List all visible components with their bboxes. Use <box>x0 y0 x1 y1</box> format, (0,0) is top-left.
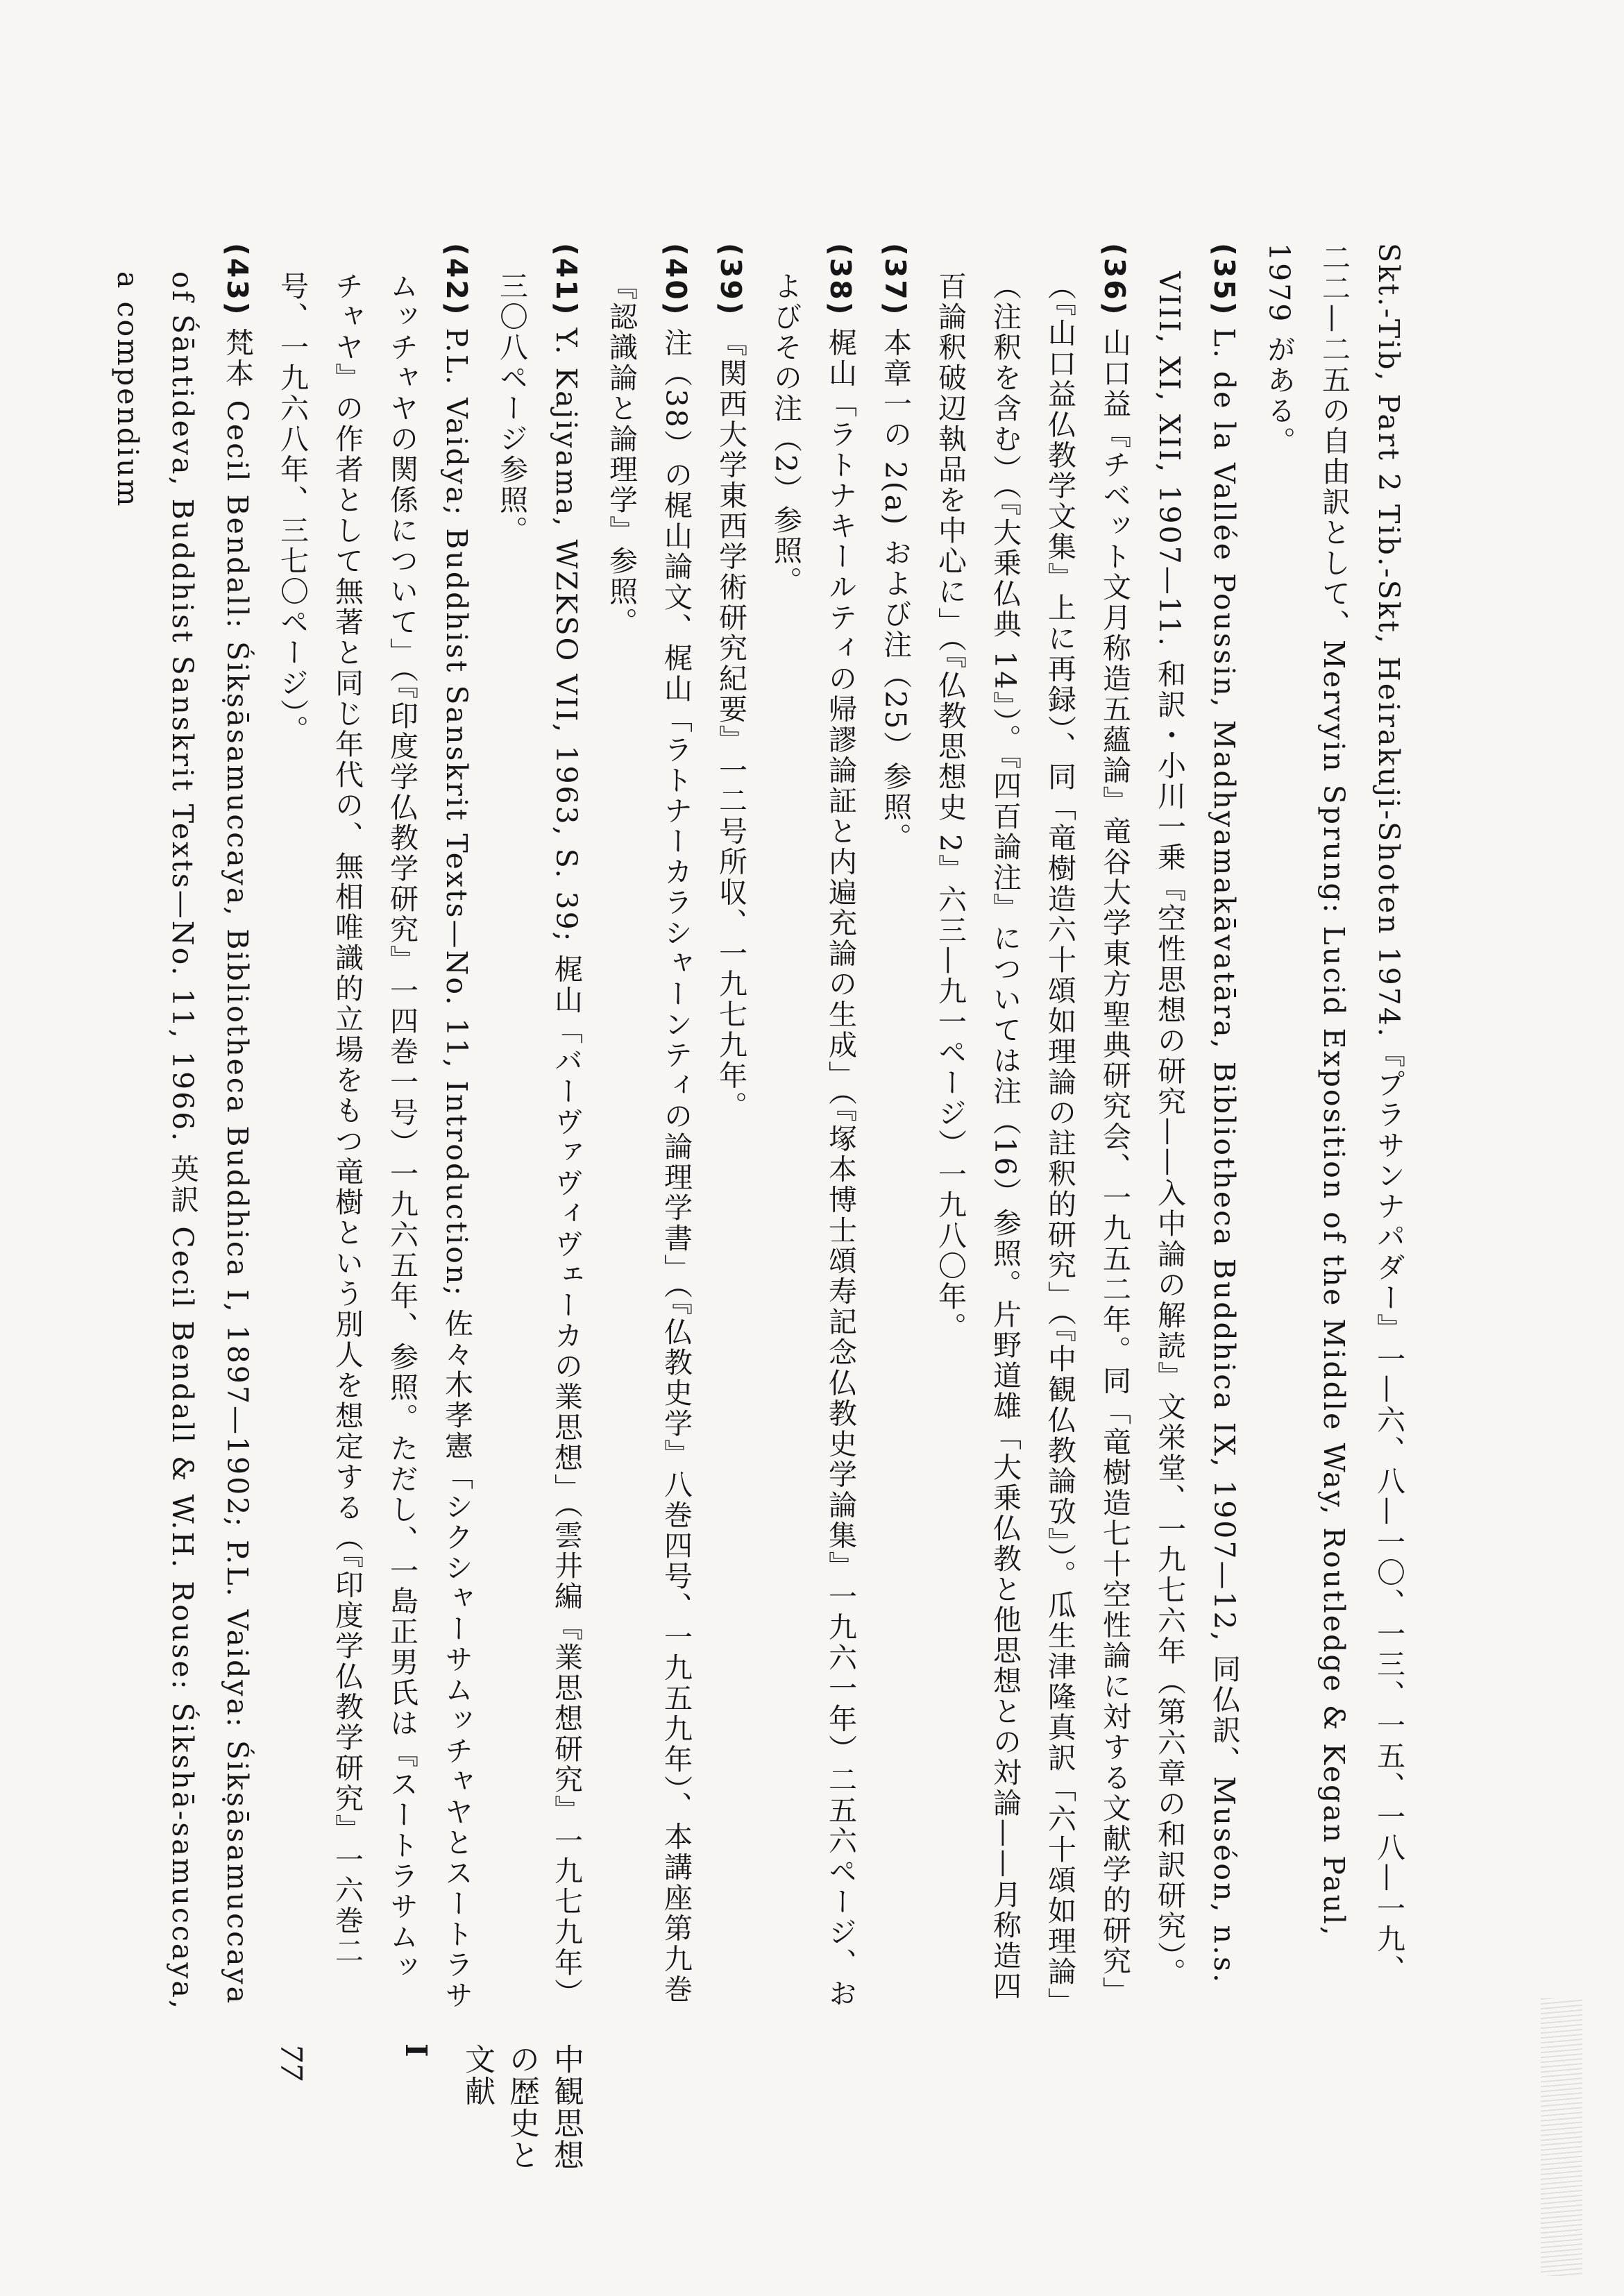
note-number: (40) <box>659 243 693 317</box>
note-text: 注（38）の梶山論文、梶山「ラトナーカラシャーンティの論理学書」（『仏教史学』八巻四号、一九五九年）、本講座第九巻『認識論と論理学』参照。 <box>604 271 693 2005</box>
note-41 <box>484 243 593 2012</box>
note-number: (36) <box>1098 243 1131 317</box>
note-text: Skt.-Tib, Part 2 Tib.-Skt, Heirakuji-Shoten 1974.『プラサンナパダー』一—六、八—一〇、一三、一五、一八—一九、二二—二五の自由訳として、Mervyin Sprung: Lucid Exposition of the Middle Way, Routledge & Kegan Paul, 1979 がある。 <box>1262 243 1405 1985</box>
note-continuation <box>1251 243 1416 2012</box>
page-number: 77 <box>274 2043 308 2081</box>
note-number: (39) <box>714 243 747 317</box>
note-number: (42) <box>440 243 473 317</box>
note-text: P.L. Vaidya; Buddhist Sanskrit Texts—No. 11, Introduction; 佐々木孝憲「シクシャーサムッチャヤとスートラサムッチャヤの関係について」（『印度学仏教学研究』一四巻一号）一九六五年、参照。ただし、一島正男氏は『スートラサムッチャヤ』の作者として無著と同じ年代の、無相唯識的立場をもつ竜樹という別人を想定する（『印度学仏教学研究』一六巻二号、一九六八年、三七〇ページ）。 <box>276 271 473 2012</box>
note-text: 『関西大学東西学術研究紀要』一二号所収、一九七九年。 <box>714 328 747 1122</box>
note-text: L. de la Vallée Poussin, Madhyamakāvatāra, Bibliotheca Buddhica IX, 1907—12, 同仏訳、Muséon, n.s. VIII, XI, XII, 1907—11. 和訳・小川一乗『空性思想の研究——入中論の解読』文栄堂、一九七六年（第六章の和訳研究）。 <box>1153 271 1241 1989</box>
note-36 <box>922 243 1142 2012</box>
page-footer <box>274 2043 1416 2196</box>
note-text: 梵本 Cecil Bendall: Śikṣāsamuccaya, Bibliotheca Buddhica I, 1897—1902; P.L. Vaidya: Śikṣāsamuccaya of Śāntideva, Buddhist Sanskrit Texts—No. 11, 1966. 英訳 Cecil Bendall & W.H. Rouse: Śikshā-samuccaya, a compendium <box>111 271 254 2012</box>
note-number: (41) <box>550 243 583 317</box>
note-number: (38) <box>824 243 857 317</box>
note-43 <box>100 243 264 2012</box>
note-39 <box>703 243 758 2012</box>
note-42 <box>264 243 484 2012</box>
note-number: (43) <box>221 243 254 317</box>
note-text: 本章一の 2(a) および注（25）参照。 <box>879 328 912 853</box>
running-head: 中観思想の歴史と文献 <box>459 2043 584 2171</box>
note-number: (37) <box>879 243 912 317</box>
note-text: 梶山「ラトナキールティの帰謬論証と内遍充論の生成」（『塚本博士頌寿記念仏教史学論集』一九六一年）二五六ページ、およびその注（2）参照。 <box>769 271 857 2009</box>
note-40 <box>593 243 703 2012</box>
scan-edge-noise <box>1541 1998 1582 2276</box>
note-number: (35) <box>1208 243 1241 317</box>
note-text: Y. Kajiyama, WZKSO VII, 1963, S. 39; 梶山「バーヴァヴィヴェーカの業思想」（雲井編『業思想研究』一九七九年）三〇八ページ参照。 <box>495 271 583 2009</box>
note-35 <box>1142 243 1251 2012</box>
note-38 <box>758 243 868 2012</box>
note-text: 山口益『チベット文月称造五蘊論』竜谷大学東方聖典研究会、一九五二年。同「竜樹造七十空性論に対する文献学的研究」（『山口益仏教学文集』上に再録）、同「竜樹造六十頌如理論の註釈的研究」（『中観仏教論攷』）。瓜生津隆真訳「六十頌如理論」（注釈を含む）（『大乗仏典 14』）。『四百論注』については注（16）参照。片野道雄「大乗仏教と他思想との対論——月称造四百論釈破辺執品を中心に」（『仏教思想史 2』六三—九一ページ）一九八〇年。 <box>933 271 1131 2007</box>
endnotes-block <box>111 243 1416 2012</box>
part-number: I <box>399 2043 433 2057</box>
note-37 <box>868 243 922 2012</box>
